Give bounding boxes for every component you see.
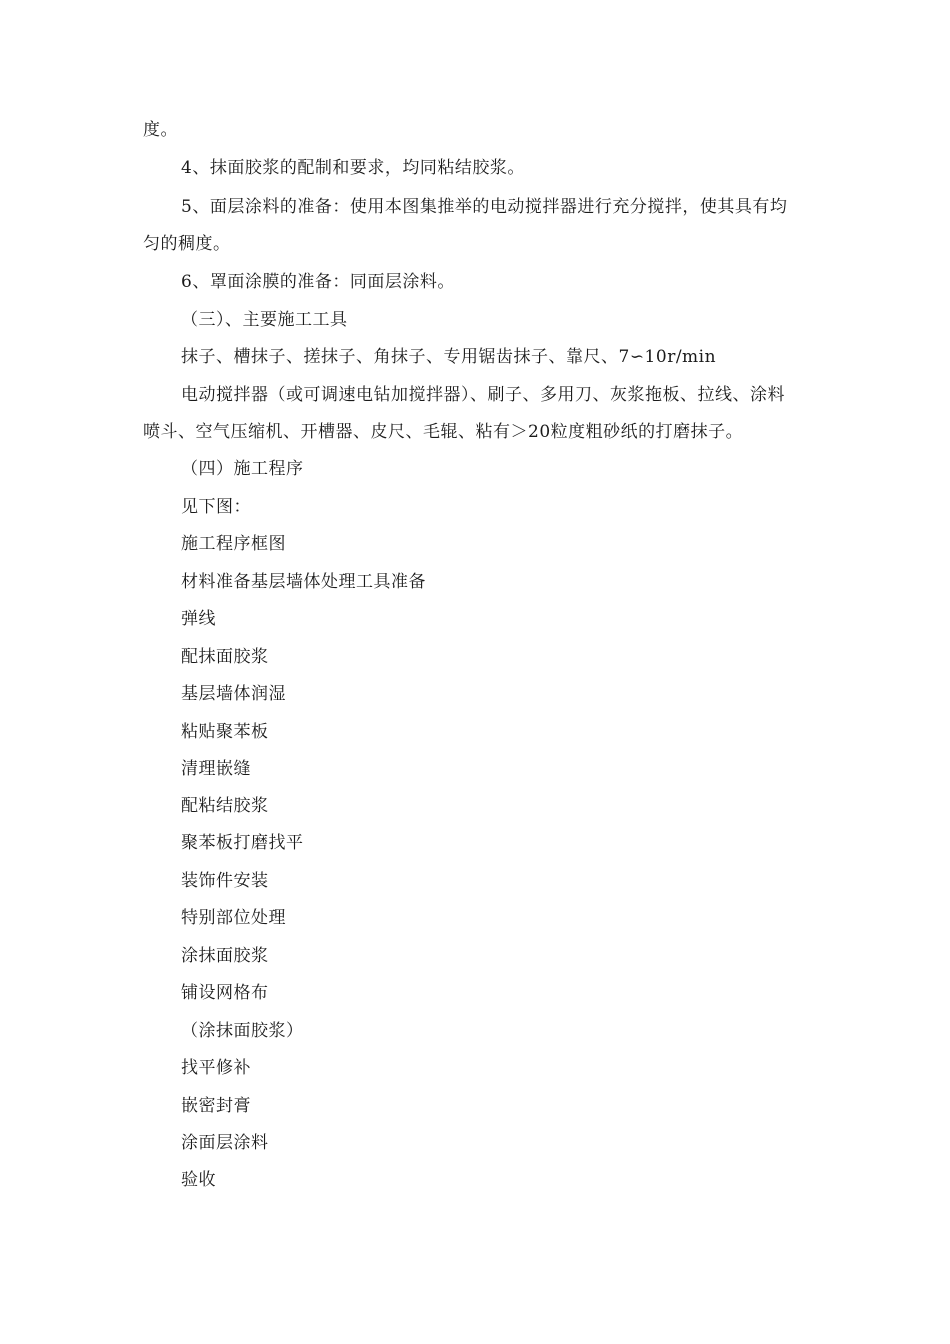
flowchart-step: 铺设网格布 — [181, 983, 269, 1003]
paragraph-line: 喷斗、空气压缩机、开槽器、皮尺、毛辊、粘有＞20粒度粗砂纸的打磨抹子。 — [143, 422, 744, 442]
flowchart-step: 特别部位处理 — [181, 908, 286, 928]
flowchart-step: 粘贴聚苯板 — [181, 722, 269, 742]
flowchart-step: 弹线 — [181, 609, 216, 629]
flowchart-step: （涂抹面胶浆） — [181, 1021, 304, 1041]
flowchart-step: 配粘结胶浆 — [181, 796, 269, 816]
flowchart-step: 找平修补 — [181, 1058, 251, 1078]
flowchart-step: 材料准备基层墙体处理工具准备 — [181, 572, 426, 592]
section-heading: （四）施工程序 — [181, 459, 304, 479]
paragraph-line: 抹子、槽抹子、搓抹子、角抹子、专用锯齿抹子、靠尺、7∽10r/min — [181, 347, 717, 367]
paragraph-line: 度。 — [143, 120, 178, 140]
paragraph-line: 6、罩面涂膜的准备：同面层涂料。 — [181, 272, 455, 292]
flowchart-step: 基层墙体润湿 — [181, 684, 286, 704]
flowchart-step: 涂面层涂料 — [181, 1133, 269, 1153]
paragraph-line: 匀的稠度。 — [143, 234, 231, 254]
flowchart-step: 验收 — [181, 1170, 216, 1190]
flowchart-step: 装饰件安装 — [181, 871, 269, 891]
paragraph-line: 见下图： — [181, 497, 251, 517]
flowchart-step: 涂抹面胶浆 — [181, 946, 269, 966]
flowchart-step: 配抹面胶浆 — [181, 647, 269, 667]
flowchart-step: 嵌密封膏 — [181, 1096, 251, 1116]
paragraph-line: 电动搅拌器（或可调速电钻加搅拌器）、刷子、多用刀、灰浆拖板、拉线、涂料 — [181, 385, 785, 405]
section-heading: （三）、主要施工工具 — [181, 310, 348, 330]
paragraph-line: 5、面层涂料的准备：使用本图集推举的电动搅拌器进行充分搅拌，使其具有均 — [181, 197, 788, 217]
paragraph-line: 4、抹面胶浆的配制和要求，均同粘结胶浆。 — [181, 158, 525, 178]
flowchart-step: 清理嵌缝 — [181, 759, 251, 779]
flowchart-title: 施工程序框图 — [181, 534, 286, 554]
flowchart-step: 聚苯板打磨找平 — [181, 833, 304, 853]
